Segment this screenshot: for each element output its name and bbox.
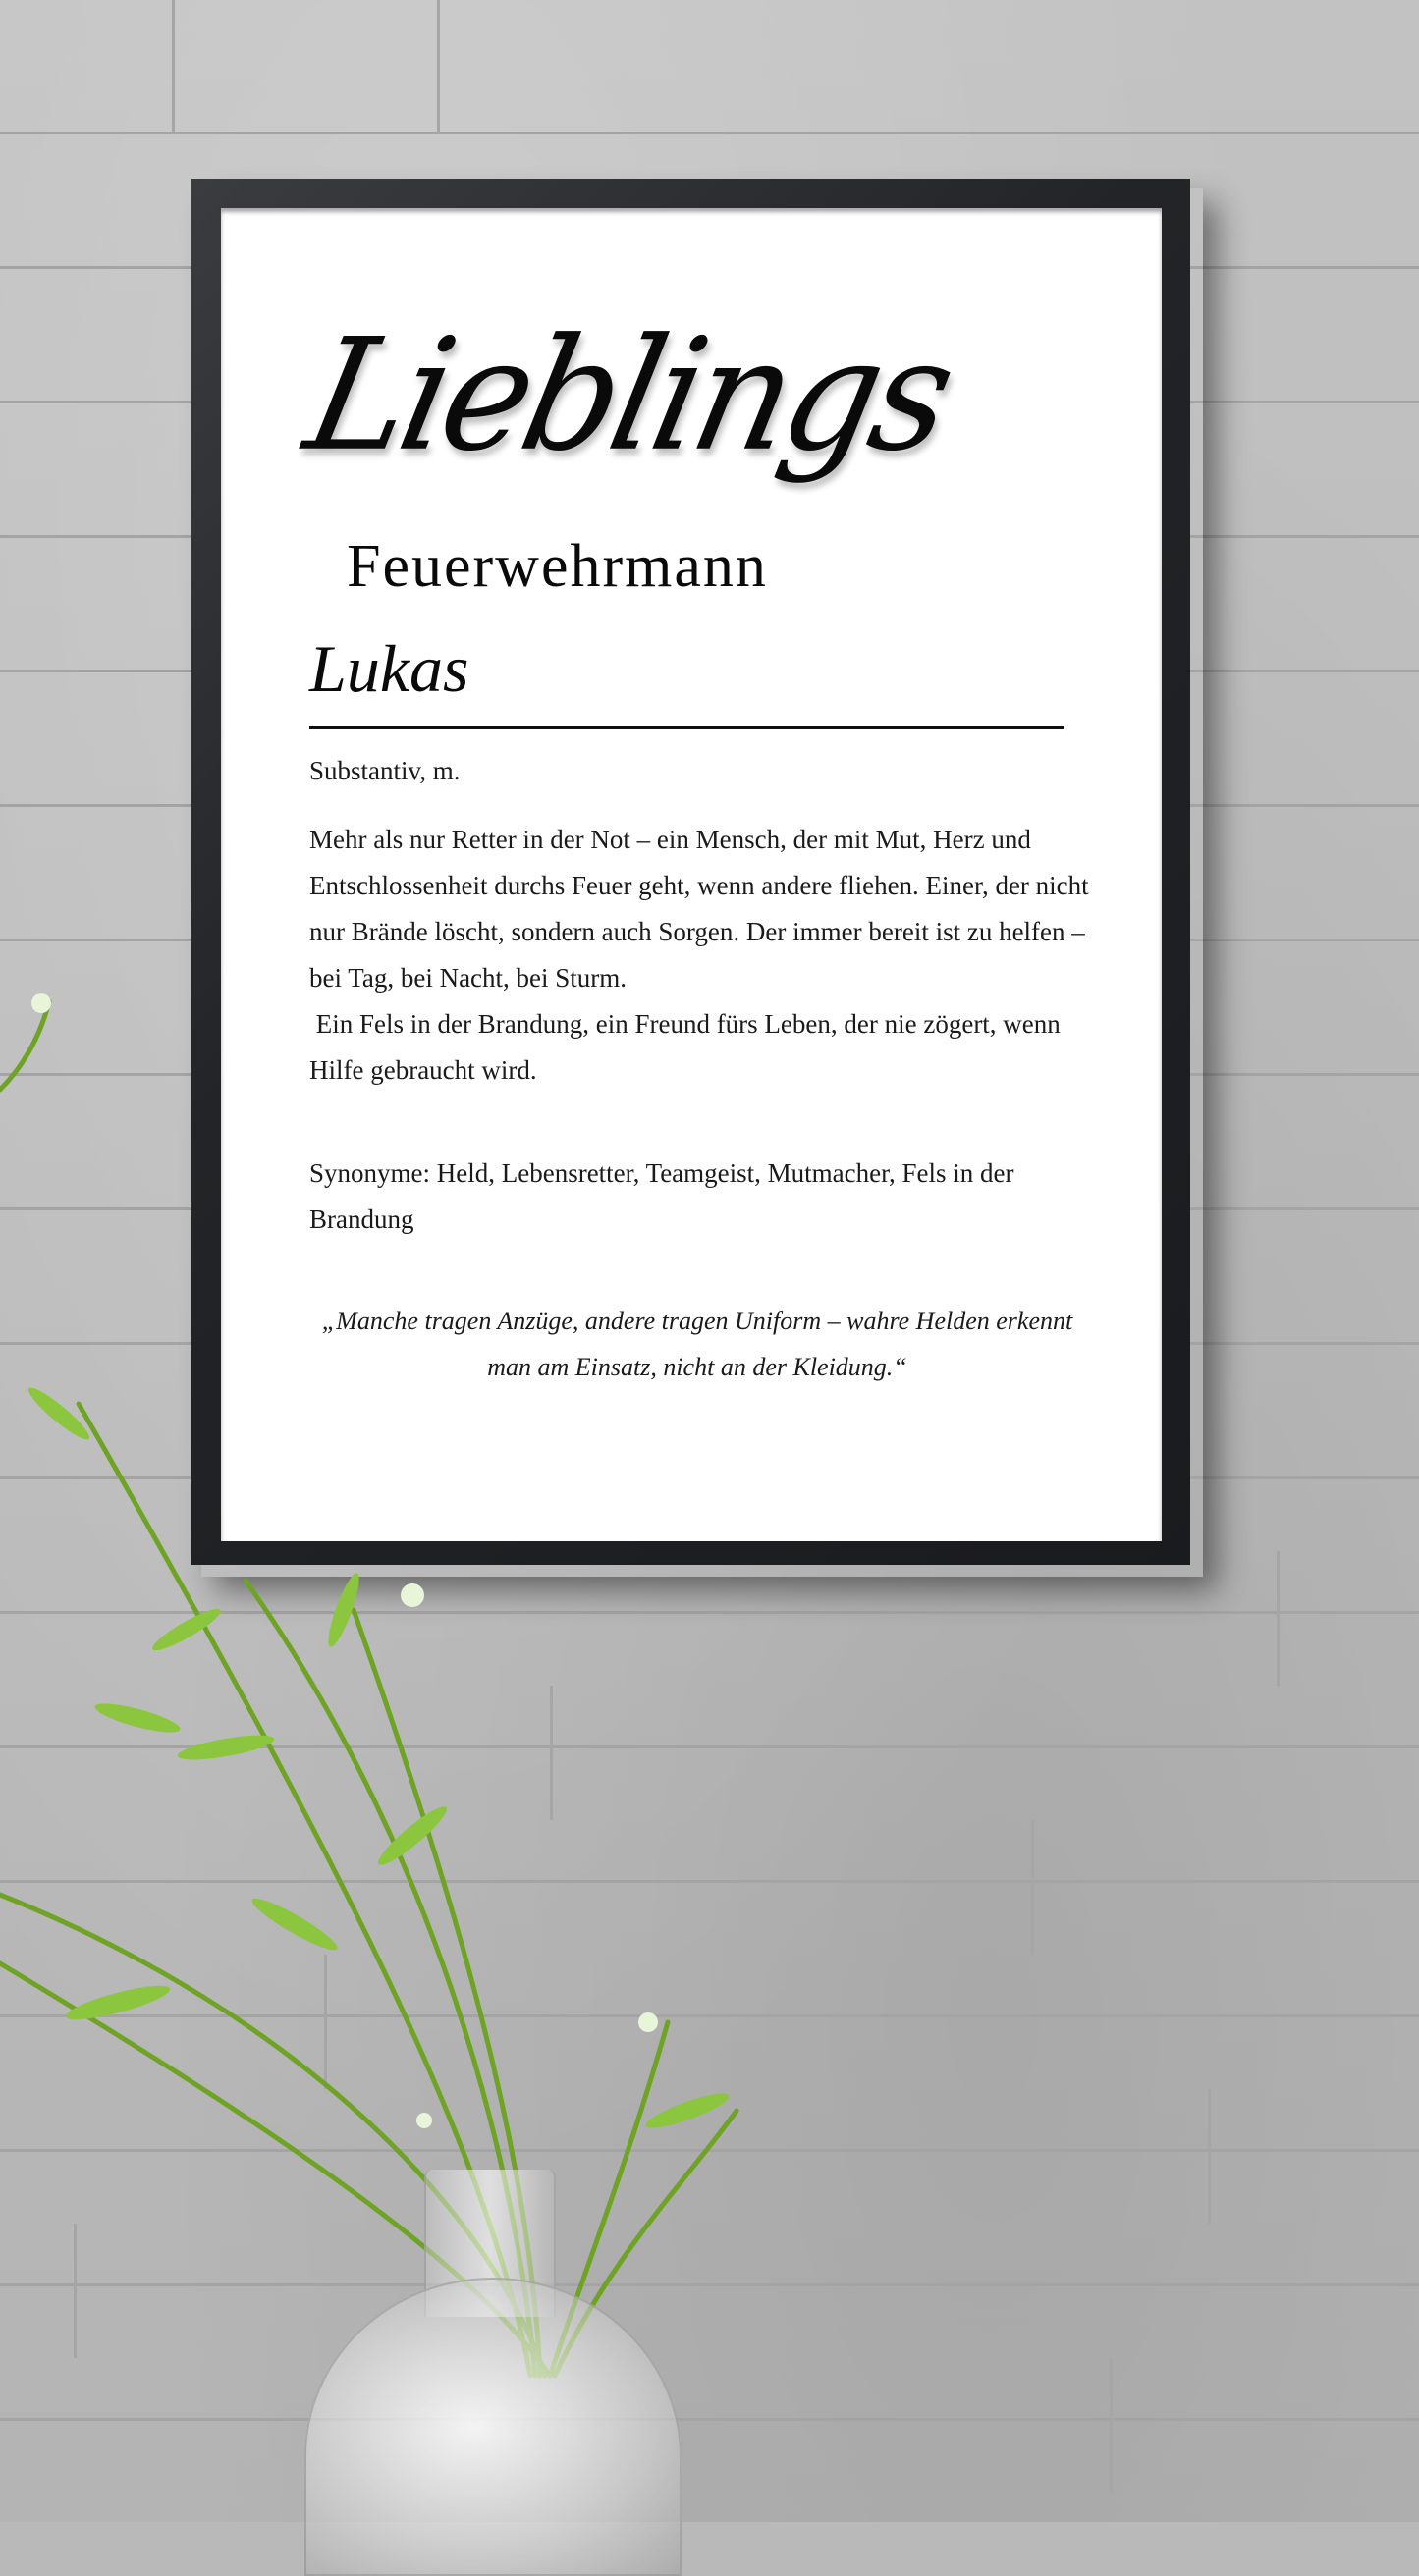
brick-joint bbox=[172, 0, 175, 133]
poster-subtitle: Feuerwehrmann bbox=[347, 533, 768, 600]
brick-joint bbox=[437, 0, 440, 133]
picture-frame bbox=[191, 179, 1190, 1565]
brick-joint bbox=[324, 1955, 327, 2089]
brick-joint bbox=[550, 1686, 553, 1820]
brick-joint bbox=[1031, 1820, 1034, 1955]
definition-paragraph-1: Mehr als nur Retter in der Not – ein Mensch, der mit Mut, Herz und Entschlossenheit durchs Feuer geht, wenn andere fliehen. Einer, der nicht nur Brände löscht, sondern auch Sorgen. Der immer bereit ist zu helfen – bei Tag, bei Nacht, bei Sturm. bbox=[309, 825, 1089, 993]
synonyms: Synonyme: Held, Lebensretter, Teamgeist, Mutmacher, Fels in der Brandung bbox=[309, 1158, 1014, 1234]
poster-name: Lukas bbox=[309, 631, 469, 706]
definition-paragraph-2: Ein Fels in der Brandung, ein Freund fürs Leben, der nie zögert, wenn Hilfe gebraucht wird. bbox=[309, 1009, 1067, 1085]
poster-mat bbox=[221, 208, 1162, 1541]
brick-joint bbox=[1110, 2358, 1113, 2493]
brick-joint bbox=[1277, 1551, 1280, 1686]
poster-title-script: Lieblings bbox=[293, 305, 964, 486]
brick-joint bbox=[1208, 2089, 1211, 2224]
quote: „Manche tragen Anzüge, andere tragen Uniform – wahre Helden erkennt man am Einsatz, nicht an der Kleidung.“ bbox=[321, 1307, 1073, 1381]
definition bbox=[309, 817, 1095, 1094]
brick-joint bbox=[74, 2224, 77, 2358]
word-class: Substantiv, m. bbox=[309, 756, 461, 785]
divider-rule bbox=[309, 726, 1064, 729]
